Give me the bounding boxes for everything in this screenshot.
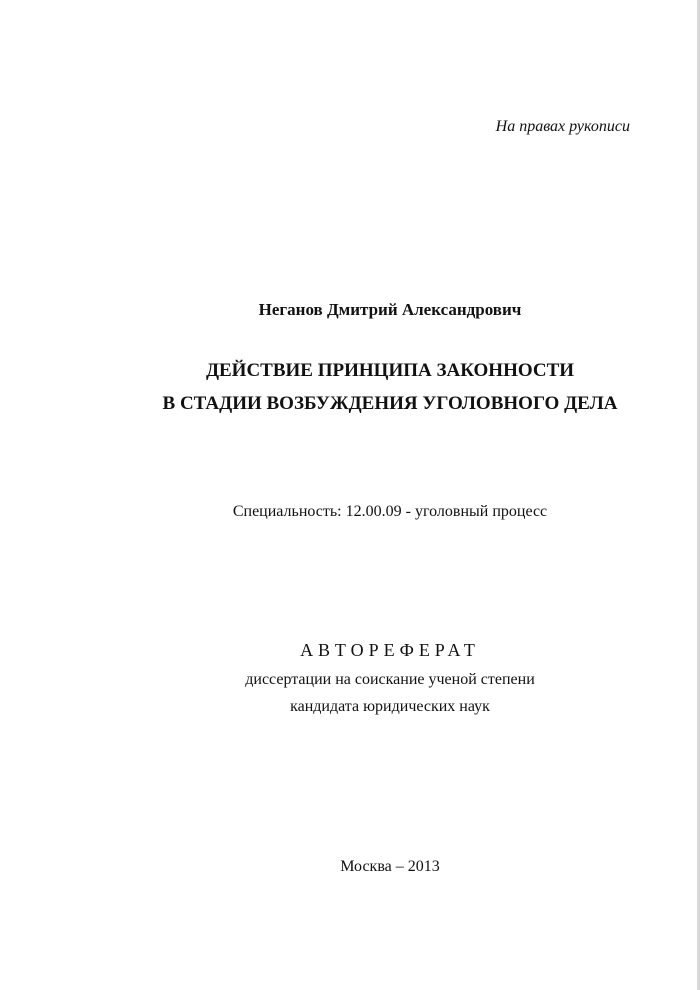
author-name: Неганов Дмитрий Александрович <box>258 300 522 319</box>
thesis-title-line-2: В СТАДИИ ВОЗБУЖДЕНИЯ УГОЛОВНОГО ДЕЛА <box>162 393 618 414</box>
document-description-line-1: диссертации на соискание ученой степени <box>245 671 535 688</box>
document-description-line-2: кандидата юридических наук <box>290 698 490 715</box>
manuscript-rights-note: На правах рукописи <box>495 118 630 135</box>
specialty-line: Специальность: 12.00.09 - уголовный процесс <box>232 503 548 520</box>
document-type-heading: АВТОРЕФЕРАТ <box>300 640 480 660</box>
thesis-title-line-1: ДЕЙСТВИЕ ПРИНЦИПА ЗАКОННОСТИ <box>205 360 575 381</box>
city-year-line: Москва – 2013 <box>340 858 440 875</box>
